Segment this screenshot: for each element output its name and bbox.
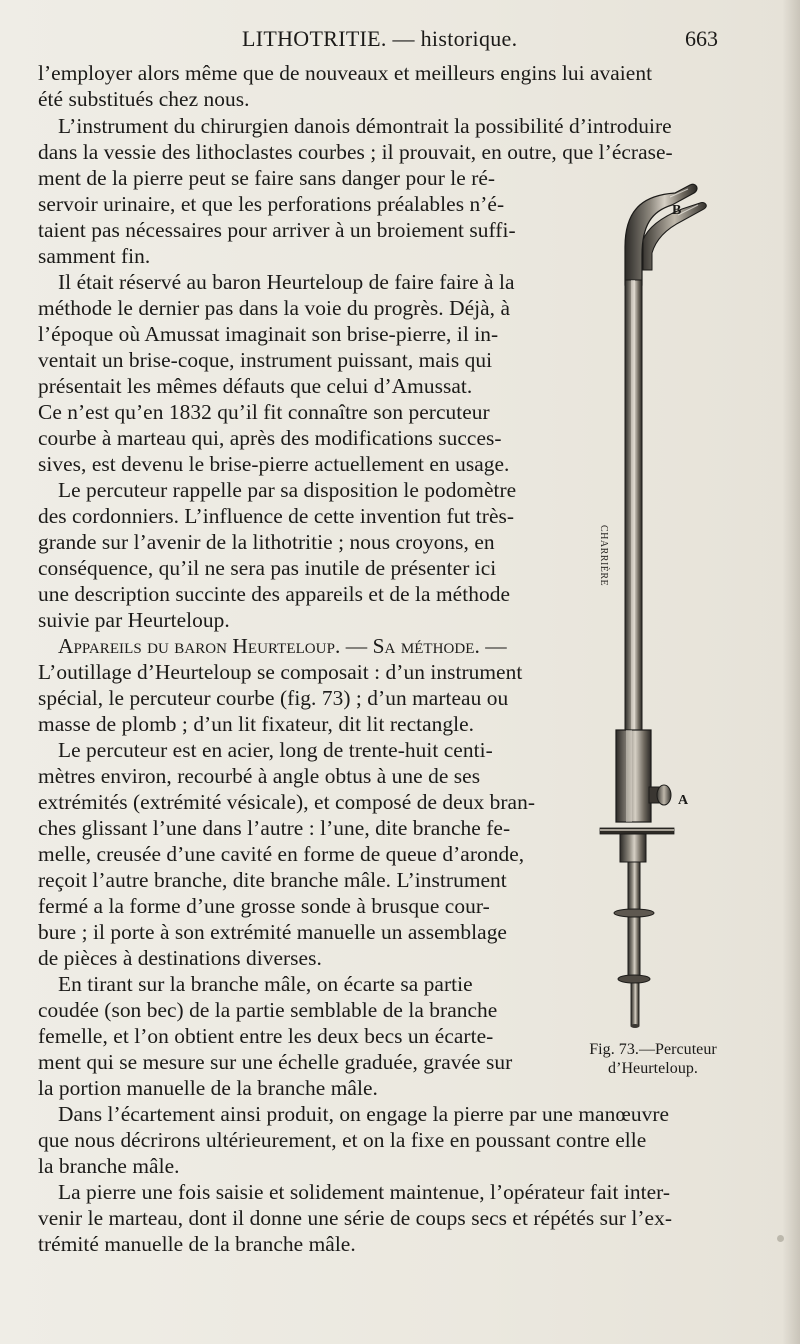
- text-line: venir le marteau, dont il donne une série de coups secs et répétés sur l’ex-: [38, 1206, 672, 1230]
- figure-caption: [578, 1040, 728, 1078]
- text-line: que nous décrirons ultérieurement, et on la fixe en poussant contre elle: [38, 1128, 647, 1152]
- text-line: l’époque où Amussat imaginait son brise-pierre, il in-: [38, 322, 499, 346]
- text-line: grande sur l’avenir de la lithotritie ; nous croyons, en: [38, 530, 495, 554]
- text-line: mètres environ, recourbé à angle obtus à une de ses: [38, 764, 481, 788]
- text-line: masse de plomb ; d’un lit fixateur, dit lit rectangle.: [38, 712, 475, 736]
- text-line: de pièces à destinations diverses.: [38, 946, 322, 970]
- text-line: suivie par Heurteloup.: [38, 608, 230, 632]
- text-line: melle, creusée d’une cavité en forme de queue d’aronde,: [38, 842, 525, 866]
- text-line: été substitués chez nous.: [38, 87, 250, 111]
- text-line: spécial, le percuteur courbe (fig. 73) ; d’un marteau ou: [38, 686, 509, 710]
- text-line: extrémités (extrémité vésicale), et composé de deux bran-: [38, 790, 535, 814]
- text-line: ment de la pierre peut se faire sans danger pour le ré-: [38, 166, 496, 190]
- caption-line-1: Fig. 73.—Percuteur: [589, 1041, 717, 1058]
- maker-mark: CHARRIÈRE: [598, 525, 609, 587]
- page-speck: [777, 1235, 784, 1242]
- text-line: L’instrument du chirurgien danois démontrait la possibilité d’introduire: [58, 114, 672, 138]
- text-line: ventait un brise-coque, instrument puissant, mais qui: [38, 348, 493, 372]
- text-line: une description succinte des appareils et de la méthode: [38, 582, 510, 606]
- text-line: Ce n’est qu’en 1832 qu’il fit connaître son percuteur: [38, 400, 490, 424]
- caption-line-2: d’Heurteloup.: [608, 1060, 698, 1077]
- text-line: présentait les mêmes défauts que celui d’Amussat.: [38, 374, 473, 398]
- figure-label-a: A: [678, 793, 689, 808]
- text-line: samment fin.: [38, 244, 151, 268]
- figure-label-b: B: [672, 203, 682, 218]
- text-line: Le percuteur rappelle par sa disposition le podomètre: [58, 478, 517, 502]
- text-line: femelle, et l’on obtient entre les deux becs un écarte-: [38, 1024, 494, 1048]
- percuteur-figure: [570, 175, 795, 1090]
- text-line: L’outillage d’Heurteloup se composait : d’un instrument: [38, 660, 523, 684]
- text-line: Le percuteur est en acier, long de trente-huit centi-: [58, 738, 493, 762]
- text-line: bure ; il porte à son extrémité manuelle un assemblage: [38, 920, 507, 944]
- text-line: taient pas nécessaires pour arriver à un broiement suffi-: [38, 218, 516, 242]
- page-number: 663: [685, 26, 718, 51]
- text-line: sives, est devenu le brise-pierre actuellement en usage.: [38, 452, 510, 476]
- text-line: ment qui se mesure sur une échelle graduée, gravée sur: [38, 1050, 513, 1074]
- text-line: En tirant sur la branche mâle, on écarte sa partie: [58, 972, 473, 996]
- text-line: servoir urinaire, et que les perforations préalables n’é-: [38, 192, 505, 216]
- text-line: la branche mâle.: [38, 1154, 180, 1178]
- running-head-title: LITHOTRITIE. — historique.: [242, 26, 518, 51]
- text-line: trémité manuelle de la branche mâle.: [38, 1232, 356, 1256]
- text-line: fermé a la forme d’une grosse sonde à brusque cour-: [38, 894, 490, 918]
- text-line: l’employer alors même que de nouveaux et meilleurs engins lui avaient: [38, 61, 653, 85]
- text-line: conséquence, qu’il ne sera pas inutile de présenter ici: [38, 556, 497, 580]
- text-line: méthode le dernier pas dans la voie du progrès. Déjà, à: [38, 296, 510, 320]
- text-line: la portion manuelle de la branche mâle.: [38, 1076, 378, 1100]
- percuteur-illustration: [570, 175, 795, 1090]
- section-heading: Appareils du baron Heurteloup. — Sa méthode. —: [58, 634, 507, 658]
- text-line: Il était réservé au baron Heurteloup de faire faire à la: [58, 270, 515, 294]
- text-line: des cordonniers. L’influence de cette invention fut très-: [38, 504, 515, 528]
- text-line: Dans l’écartement ainsi produit, on engage la pierre par une manœuvre: [58, 1102, 670, 1126]
- text-line: ches glissant l’une dans l’autre : l’une, dite branche fe-: [38, 816, 511, 840]
- text-line: La pierre une fois saisie et solidement maintenue, l’opérateur fait inter-: [58, 1180, 671, 1204]
- text-line: reçoit l’autre branche, dite branche mâle. L’instrument: [38, 868, 507, 892]
- text-line: coudée (son bec) de la partie semblable de la branche: [38, 998, 498, 1022]
- text-line: courbe à marteau qui, après des modifications succes-: [38, 426, 502, 450]
- text-line: dans la vessie des lithoclastes courbes ; il prouvait, en outre, que l’écrase-: [38, 140, 673, 164]
